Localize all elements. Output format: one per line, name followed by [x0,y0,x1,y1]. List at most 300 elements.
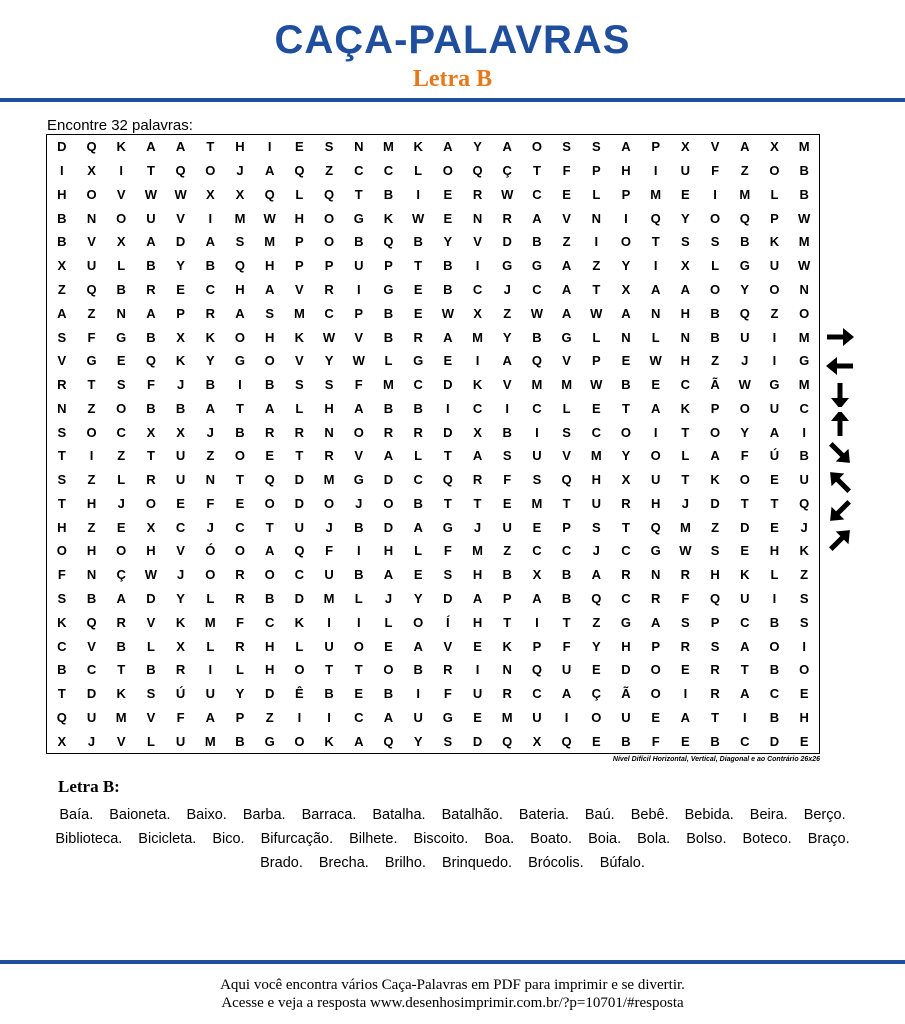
grid-cell[interactable]: W [738,377,751,393]
grid-cell[interactable]: B [769,662,780,678]
grid-cell[interactable]: E [384,638,393,654]
grid-cell[interactable]: H [264,258,275,274]
grid-cell[interactable]: G [561,329,572,345]
grid-cell[interactable]: C [472,281,483,297]
grid-cell[interactable]: E [235,495,245,511]
grid-cell[interactable]: W [352,353,365,369]
grid-cell[interactable]: G [769,377,780,393]
grid-cell[interactable]: A [769,424,780,440]
grid-cell[interactable]: T [443,495,452,511]
grid-cell[interactable]: E [621,353,631,369]
grid-cell[interactable]: R [502,686,512,702]
grid-cell[interactable]: H [472,567,483,583]
grid-cell[interactable]: A [621,305,631,321]
grid-cell[interactable]: N [650,567,661,583]
grid-cell[interactable]: B [235,424,245,440]
grid-cell[interactable]: X [621,281,631,297]
grid-cell[interactable]: I [475,662,480,678]
grid-cell[interactable]: H [146,543,156,559]
grid-cell[interactable]: K [116,139,126,155]
grid-cell[interactable]: A [264,543,275,559]
grid-cell[interactable]: L [354,590,363,606]
grid-cell[interactable]: B [175,400,186,416]
grid-cell[interactable]: E [562,186,571,202]
grid-cell[interactable]: Y [591,638,601,654]
grid-cell[interactable]: P [770,210,779,226]
grid-cell[interactable]: M [323,590,335,606]
grid-cell[interactable]: U [680,163,691,179]
grid-cell[interactable]: A [472,590,483,606]
grid-cell[interactable]: I [713,186,717,202]
grid-cell[interactable]: E [354,686,364,702]
grid-cell[interactable]: Q [739,305,750,321]
grid-cell[interactable]: V [354,448,364,464]
grid-cell[interactable]: A [57,305,67,321]
grid-cell[interactable]: O [620,234,632,250]
grid-cell[interactable]: O [650,448,661,464]
grid-cell[interactable]: S [710,638,720,654]
grid-cell[interactable]: H [86,543,97,559]
grid-cell[interactable]: I [208,210,213,226]
grid-cell[interactable]: B [799,186,809,202]
grid-cell[interactable]: B [561,590,572,606]
grid-cell[interactable]: S [146,686,156,702]
grid-cell[interactable]: E [413,305,423,321]
grid-cell[interactable]: F [57,567,66,583]
grid-cell[interactable]: P [651,139,661,155]
grid-cell[interactable]: T [651,234,660,250]
grid-cell[interactable]: I [772,590,777,606]
grid-cell[interactable]: I [356,614,361,630]
grid-cell[interactable]: B [146,400,156,416]
grid-cell[interactable]: L [295,186,304,202]
grid-cell[interactable]: D [57,139,67,155]
grid-cell[interactable]: Z [325,163,334,179]
grid-cell[interactable]: H [680,305,691,321]
grid-cell[interactable]: K [472,377,483,393]
grid-cell[interactable]: T [592,281,601,297]
grid-cell[interactable]: M [383,139,394,155]
grid-cell[interactable]: J [473,519,482,535]
grid-cell[interactable]: A [650,400,661,416]
grid-cell[interactable]: E [443,353,453,369]
grid-cell[interactable]: I [653,163,658,179]
grid-cell[interactable]: B [264,377,275,393]
grid-cell[interactable]: H [799,709,809,725]
grid-cell[interactable]: H [57,519,67,535]
grid-cell[interactable]: P [532,638,542,654]
grid-cell[interactable]: A [264,281,275,297]
grid-cell[interactable]: K [57,614,67,630]
grid-cell[interactable]: O [294,733,305,749]
grid-cell[interactable]: S [443,567,453,583]
grid-cell[interactable]: T [354,186,363,202]
grid-cell[interactable]: O [710,281,721,297]
grid-cell[interactable]: Z [87,305,96,321]
grid-cell[interactable]: E [176,281,185,297]
grid-cell[interactable]: H [621,638,631,654]
grid-cell[interactable]: H [591,472,601,488]
grid-cell[interactable]: M [531,495,543,511]
grid-cell[interactable]: B [383,686,394,702]
grid-cell[interactable]: Ú [175,686,186,702]
grid-cell[interactable]: I [742,709,747,725]
grid-cell[interactable]: Y [502,329,512,345]
grid-cell[interactable]: F [443,686,452,702]
grid-cell[interactable]: V [354,329,364,345]
grid-cell[interactable]: P [710,614,720,630]
grid-cell[interactable]: P [235,709,245,725]
grid-cell[interactable]: Q [56,709,67,725]
grid-cell[interactable]: U [472,686,483,702]
grid-cell[interactable]: E [413,567,423,583]
grid-cell[interactable]: E [799,686,809,702]
grid-cell[interactable]: M [531,377,543,393]
grid-cell[interactable]: S [681,234,690,250]
grid-cell[interactable]: C [264,614,275,630]
grid-cell[interactable]: R [324,281,334,297]
grid-cell[interactable]: M [798,139,810,155]
grid-cell[interactable]: C [532,686,542,702]
grid-cell[interactable]: P [324,258,334,274]
grid-cell[interactable]: C [740,614,750,630]
grid-cell[interactable]: H [264,329,275,345]
grid-cell[interactable]: K [769,234,780,250]
grid-cell[interactable]: A [175,139,186,155]
grid-cell[interactable]: B [532,329,542,345]
grid-cell[interactable]: V [116,733,126,749]
grid-cell[interactable]: R [443,662,453,678]
grid-cell[interactable]: N [621,329,631,345]
grid-cell[interactable]: Q [294,163,305,179]
grid-cell[interactable]: H [235,281,245,297]
grid-cell[interactable]: K [324,733,334,749]
grid-cell[interactable]: A [354,400,364,416]
grid-cell[interactable]: V [146,614,156,630]
grid-cell[interactable]: X [116,234,126,250]
grid-cell[interactable]: R [413,424,423,440]
grid-cell[interactable]: R [621,567,631,583]
grid-cell[interactable]: T [265,519,274,535]
grid-cell[interactable]: A [383,709,394,725]
grid-cell[interactable]: R [413,329,423,345]
grid-cell[interactable]: N [57,400,67,416]
grid-cell[interactable]: H [235,139,245,155]
grid-cell[interactable]: B [146,258,156,274]
grid-cell[interactable]: A [740,638,750,654]
grid-cell[interactable]: Q [264,186,275,202]
grid-cell[interactable]: S [799,590,809,606]
grid-cell[interactable]: T [57,686,66,702]
grid-cell[interactable]: R [710,662,720,678]
grid-cell[interactable]: T [503,614,512,630]
grid-cell[interactable]: L [146,638,155,654]
grid-cell[interactable]: F [236,614,244,630]
grid-cell[interactable]: Z [117,448,126,464]
grid-cell[interactable]: Ú [769,448,780,464]
grid-cell[interactable]: A [205,234,215,250]
grid-cell[interactable]: Q [294,543,305,559]
grid-cell[interactable]: A [146,234,156,250]
grid-cell[interactable]: Y [740,281,750,297]
grid-cell[interactable]: A [413,638,423,654]
grid-cell[interactable]: K [294,614,305,630]
grid-cell[interactable]: H [324,400,334,416]
grid-cell[interactable]: Q [710,590,721,606]
grid-cell[interactable]: I [653,424,658,440]
grid-cell[interactable]: O [205,567,216,583]
grid-cell[interactable]: X [57,733,67,749]
grid-cell[interactable]: L [384,614,393,630]
grid-cell[interactable]: S [57,590,67,606]
grid-cell[interactable]: J [592,543,600,559]
grid-cell[interactable]: F [443,543,452,559]
grid-cell[interactable]: R [472,186,483,202]
grid-cell[interactable]: J [206,519,214,535]
grid-cell[interactable]: I [594,234,599,250]
grid-cell[interactable]: E [265,448,275,464]
grid-cell[interactable]: S [799,614,809,630]
grid-cell[interactable]: A [146,305,156,321]
grid-cell[interactable]: Y [176,258,185,274]
grid-cell[interactable]: J [741,353,749,369]
grid-cell[interactable]: C [205,281,215,297]
grid-cell[interactable]: Z [87,472,96,488]
grid-cell[interactable]: N [354,139,364,155]
grid-cell[interactable]: O [116,543,127,559]
grid-cell[interactable]: Z [206,448,215,464]
grid-cell[interactable]: J [176,567,185,583]
grid-cell[interactable]: I [475,353,480,369]
grid-cell[interactable]: M [323,472,335,488]
grid-cell[interactable]: S [532,472,542,488]
grid-cell[interactable]: I [238,377,242,393]
grid-cell[interactable]: V [87,234,96,250]
grid-cell[interactable]: B [443,258,453,274]
grid-cell[interactable]: X [770,139,779,155]
grid-cell[interactable]: Z [592,258,601,274]
grid-cell[interactable]: A [740,139,750,155]
grid-cell[interactable]: P [295,258,304,274]
grid-cell[interactable]: D [443,424,453,440]
grid-cell[interactable]: D [443,590,453,606]
grid-cell[interactable]: U [799,472,809,488]
grid-cell[interactable]: C [799,400,809,416]
grid-cell[interactable]: C [413,472,423,488]
grid-cell[interactable]: Q [472,163,483,179]
grid-cell[interactable]: X [57,258,67,274]
grid-cell[interactable]: R [146,281,156,297]
grid-cell[interactable]: G [650,543,661,559]
grid-cell[interactable]: O [383,495,394,511]
grid-cell[interactable]: Q [799,495,810,511]
grid-cell[interactable]: B [383,186,394,202]
grid-cell[interactable]: O [116,210,127,226]
grid-cell[interactable]: T [443,448,452,464]
grid-cell[interactable]: Ó [205,543,216,559]
grid-cell[interactable]: J [384,590,393,606]
grid-cell[interactable]: U [324,638,334,654]
grid-cell[interactable]: F [503,472,512,488]
grid-cell[interactable]: Q [531,353,542,369]
grid-cell[interactable]: R [324,448,334,464]
grid-cell[interactable]: U [621,709,631,725]
grid-cell[interactable]: M [472,543,483,559]
grid-cell[interactable]: F [206,495,215,511]
grid-cell[interactable]: R [235,567,245,583]
grid-cell[interactable]: P [562,519,571,535]
grid-cell[interactable]: F [651,733,660,749]
grid-cell[interactable]: E [295,139,304,155]
grid-cell[interactable]: O [739,472,750,488]
grid-cell[interactable]: D [264,686,275,702]
grid-cell[interactable]: M [472,329,483,345]
grid-cell[interactable]: A [354,733,364,749]
grid-cell[interactable]: U [146,210,156,226]
grid-cell[interactable]: L [236,662,244,678]
grid-cell[interactable]: V [562,448,571,464]
grid-cell[interactable]: R [472,472,483,488]
grid-cell[interactable]: S [710,543,720,559]
grid-cell[interactable]: S [116,377,126,393]
grid-cell[interactable]: H [383,543,394,559]
grid-cell[interactable]: A [235,305,245,321]
grid-cell[interactable]: Y [235,686,245,702]
grid-cell[interactable]: S [57,424,67,440]
grid-cell[interactable]: Z [770,305,779,321]
grid-cell[interactable]: N [650,305,661,321]
grid-cell[interactable]: N [799,281,809,297]
grid-cell[interactable]: L [414,448,423,464]
grid-cell[interactable]: D [175,234,186,250]
grid-cell[interactable]: T [414,258,423,274]
grid-cell[interactable]: T [295,448,304,464]
grid-cell[interactable]: B [205,377,215,393]
grid-cell[interactable]: Q [561,733,572,749]
grid-cell[interactable]: J [503,281,511,297]
grid-cell[interactable]: S [443,733,453,749]
grid-cell[interactable]: L [206,638,215,654]
grid-cell[interactable]: G [264,733,275,749]
grid-cell[interactable]: I [89,448,94,464]
grid-cell[interactable]: Y [740,424,750,440]
grid-cell[interactable]: V [295,353,304,369]
grid-cell[interactable]: T [325,662,334,678]
grid-cell[interactable]: B [354,234,364,250]
grid-cell[interactable]: A [680,281,691,297]
grid-cell[interactable]: B [621,377,631,393]
grid-cell[interactable]: Q [650,519,661,535]
grid-cell[interactable]: N [472,210,483,226]
grid-cell[interactable]: C [294,567,305,583]
grid-cell[interactable]: M [561,377,573,393]
grid-cell[interactable]: I [772,329,777,345]
grid-cell[interactable]: M [115,709,127,725]
grid-cell[interactable]: N [324,424,334,440]
grid-cell[interactable]: S [562,424,571,440]
grid-cell[interactable]: L [562,400,571,416]
grid-cell[interactable]: M [264,234,276,250]
grid-cell[interactable]: V [146,709,156,725]
grid-cell[interactable]: U [502,519,512,535]
grid-cell[interactable]: W [174,186,187,202]
grid-cell[interactable]: O [442,163,453,179]
grid-cell[interactable]: Z [87,400,96,416]
grid-cell[interactable]: S [591,519,601,535]
grid-cell[interactable]: S [295,377,304,393]
grid-cell[interactable]: R [57,377,67,393]
grid-cell[interactable]: Y [681,210,690,226]
grid-cell[interactable]: W [590,305,603,321]
grid-cell[interactable]: P [384,258,393,274]
grid-cell[interactable]: C [324,305,334,321]
grid-cell[interactable]: P [710,400,720,416]
grid-cell[interactable]: B [57,662,67,678]
grid-cell[interactable]: Q [442,472,453,488]
grid-cell[interactable]: M [679,519,691,535]
grid-cell[interactable]: K [175,353,186,369]
grid-cell[interactable]: H [472,614,483,630]
grid-cell[interactable]: J [681,495,689,511]
grid-cell[interactable]: Y [443,234,453,250]
grid-cell[interactable]: W [263,210,276,226]
grid-cell[interactable]: X [473,305,482,321]
grid-cell[interactable]: M [234,210,246,226]
grid-cell[interactable]: Q [383,733,394,749]
grid-cell[interactable]: B [116,638,126,654]
grid-cell[interactable]: R [680,567,691,583]
grid-cell[interactable]: K [383,210,394,226]
grid-cell[interactable]: B [146,662,156,678]
grid-cell[interactable]: Y [324,353,334,369]
grid-cell[interactable]: O [413,614,424,630]
grid-cell[interactable]: A [264,163,275,179]
grid-cell[interactable]: I [267,139,272,155]
grid-cell[interactable]: M [383,377,394,393]
grid-cell[interactable]: N [502,662,512,678]
grid-cell[interactable]: M [798,377,810,393]
grid-cell[interactable]: O [56,543,67,559]
grid-cell[interactable]: K [116,686,126,702]
grid-cell[interactable]: U [591,495,601,511]
grid-cell[interactable]: Ç [116,567,126,583]
grid-cell[interactable]: X [146,424,156,440]
grid-cell[interactable]: V [473,234,482,250]
grid-cell[interactable]: A [650,281,661,297]
grid-cell[interactable]: L [295,400,304,416]
grid-cell[interactable]: C [561,543,572,559]
grid-cell[interactable]: I [475,258,480,274]
grid-cell[interactable]: B [621,733,631,749]
grid-cell[interactable]: Y [621,448,631,464]
grid-cell[interactable]: A [443,139,453,155]
grid-cell[interactable]: S [562,139,571,155]
grid-cell[interactable]: G [442,709,453,725]
grid-cell[interactable]: F [325,543,334,559]
grid-cell[interactable]: E [681,662,690,678]
grid-cell[interactable]: Ç [502,163,512,179]
grid-cell[interactable]: B [561,567,572,583]
grid-cell[interactable]: T [354,662,363,678]
grid-cell[interactable]: R [146,472,156,488]
grid-cell[interactable]: I [535,614,539,630]
grid-cell[interactable]: O [324,495,335,511]
grid-cell[interactable]: G [116,329,127,345]
grid-cell[interactable]: C [532,186,542,202]
grid-cell[interactable]: B [413,400,423,416]
grid-cell[interactable]: N [205,472,215,488]
grid-cell[interactable]: E [116,519,126,535]
